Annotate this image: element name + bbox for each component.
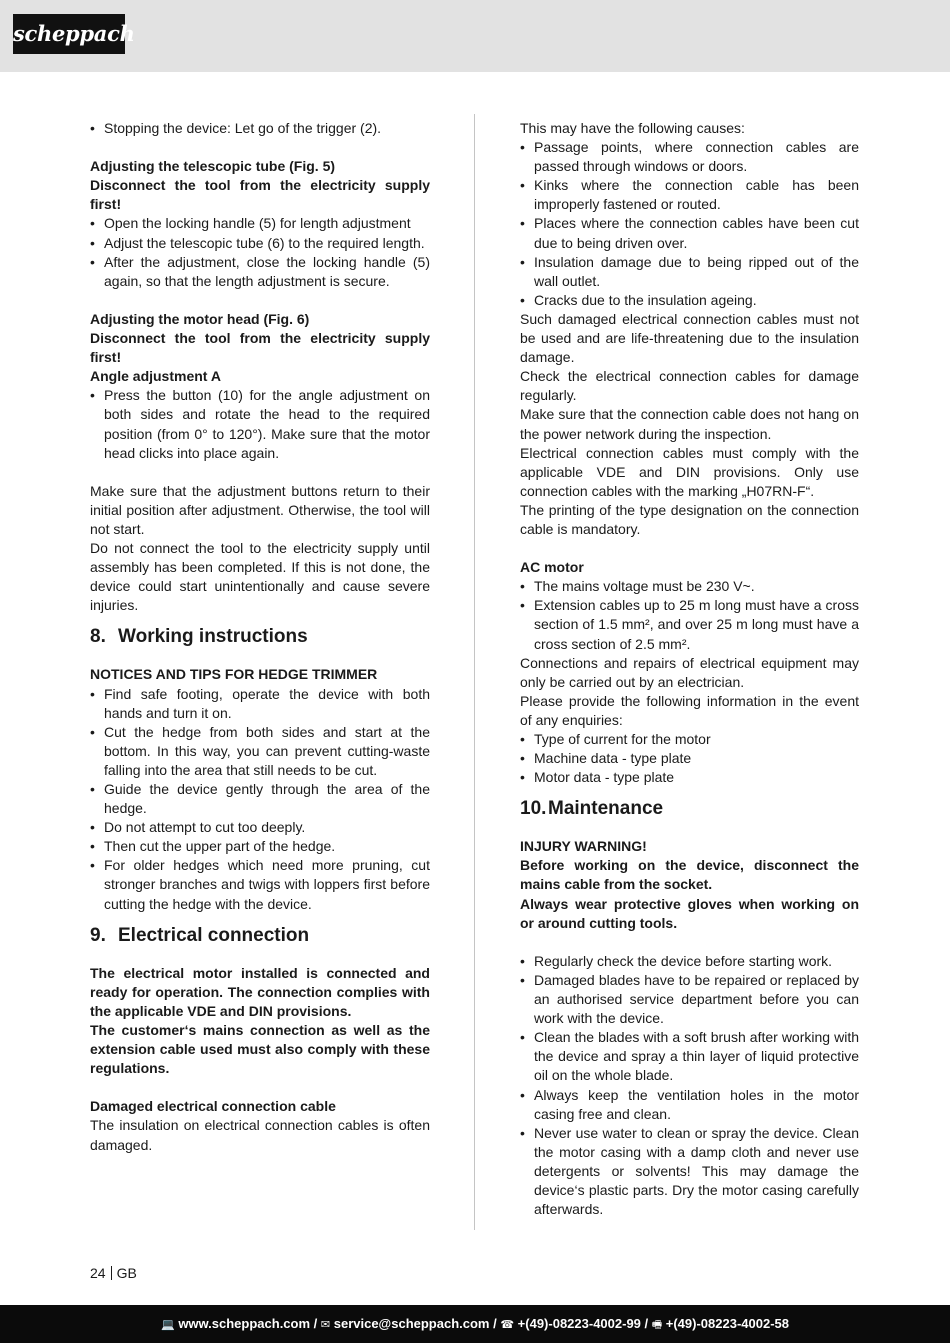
list-item: • Then cut the upper part of the hedge. bbox=[90, 837, 430, 856]
section-title: Electrical connection bbox=[118, 924, 310, 946]
cable-paragraph: Check the electrical connection cables for damage regularly. bbox=[520, 368, 859, 404]
list-item: • The mains voltage must be 230 V~. bbox=[520, 577, 859, 596]
header-band bbox=[0, 0, 950, 72]
footer-fax: +(49)-08223-4002-58 bbox=[665, 1316, 789, 1331]
section-9-heading bbox=[90, 924, 430, 948]
telescopic-list bbox=[90, 214, 430, 290]
injury-warning-text: Before working on the device, disconnect the mains cable from the socket. bbox=[520, 857, 859, 893]
list-item: • Adjust the telescopic tube (6) to the required length. bbox=[90, 234, 430, 253]
list-item: • Regularly check the device before starting work. bbox=[520, 952, 859, 971]
angle-paragraph: Make sure that the adjustment buttons return to their initial position after adjustment. Otherwise, the tool will not start. bbox=[90, 482, 430, 537]
ac-motor-list bbox=[520, 577, 859, 653]
list-item: • Never use water to clean or spray the device. Clean the motor casing with a damp cloth and never use detergents or solvents! This may damage the device‘s plastic parts. Dry the motor casing carefully afterwards. bbox=[520, 1124, 859, 1219]
scheppach-logo: scheppach bbox=[13, 14, 125, 54]
section-title: Maintenance bbox=[548, 798, 664, 820]
section-10-heading bbox=[520, 797, 859, 821]
page-language: GB bbox=[116, 1265, 137, 1281]
page-separator bbox=[111, 1266, 112, 1280]
causes-intro: This may have the following causes: bbox=[520, 120, 745, 136]
telescopic-warning: Disconnect the tool from the electricity supply first! bbox=[90, 177, 430, 213]
list-item: • Stopping the device: Let go of the trigger (2). bbox=[90, 119, 430, 138]
injury-warning-heading: INJURY WARNING! bbox=[520, 838, 647, 855]
list-item: • Kinks where the connection cable has been improperly fastened or routed. bbox=[520, 176, 859, 214]
list-item: • Always keep the ventilation holes in the motor casing free and clean. bbox=[520, 1086, 859, 1124]
list-item: • Do not attempt to cut too deeply. bbox=[90, 818, 430, 837]
stop-list bbox=[90, 119, 430, 138]
angle-heading: Angle adjustment A bbox=[90, 368, 221, 385]
phone-icon: ☎ bbox=[500, 1318, 515, 1331]
fax-icon: 🖷 bbox=[651, 1318, 663, 1331]
list-item: • Open the locking handle (5) for length adjustment bbox=[90, 214, 430, 233]
notices-list bbox=[90, 685, 430, 914]
motor-head-warning: Disconnect the tool from the electricity supply first! bbox=[90, 330, 430, 366]
motor-head-heading: Adjusting the motor head (Fig. 6) bbox=[90, 310, 310, 327]
damaged-cable-paragraph: The insulation on electrical connection cables is often damaged. bbox=[90, 1117, 430, 1153]
list-item: • Clean the blades with a soft brush after working with the device and spray a thin layer of liquid protective oil on the whole blade. bbox=[520, 1028, 859, 1085]
page-number bbox=[90, 1265, 137, 1281]
list-item: • Machine data - type plate bbox=[520, 749, 859, 768]
section-8-heading bbox=[90, 625, 430, 649]
section-number: 10. bbox=[520, 798, 547, 820]
section-number: 9. bbox=[90, 924, 106, 946]
telescopic-heading: Adjusting the telescopic tube (Fig. 5) bbox=[90, 158, 336, 175]
list-item: • For older hedges which need more pruning, cut stronger branches and twigs with loppers first before cutting the hedge with the device. bbox=[90, 856, 430, 913]
section-number: 8. bbox=[90, 626, 106, 648]
notices-heading: NOTICES AND TIPS FOR HEDGE TRIMMER bbox=[90, 666, 378, 683]
causes-list bbox=[520, 138, 859, 310]
list-item: • Press the button (10) for the angle adjustment on both sides and rotate the head to the required position (from 0° to 120°). Make sure that the motor head clicks into place again. bbox=[90, 386, 430, 462]
list-item: • Motor data - type plate bbox=[520, 768, 859, 787]
footer-phone: +(49)-08223-4002-99 / bbox=[517, 1316, 649, 1331]
list-item: • Places where the connection cables have been cut due to being driven over. bbox=[520, 214, 859, 252]
gloves-warning-text: Always wear protective gloves when working on or around cutting tools. bbox=[520, 895, 859, 931]
list-item: • Insulation damage due to being ripped out of the wall outlet. bbox=[520, 253, 859, 291]
footer-band bbox=[0, 1305, 950, 1343]
list-item: • After the adjustment, close the locking handle (5) again, so that the length adjustment is secure. bbox=[90, 253, 430, 291]
maintenance-list bbox=[520, 952, 859, 1219]
page-number-value: 24 bbox=[90, 1265, 106, 1281]
mail-icon: ✉ bbox=[320, 1318, 331, 1331]
electrical-bold-paragraph: The electrical motor installed is connected and ready for operation. The connection complies with the applicable VDE and DIN provisions. bbox=[90, 964, 430, 1019]
list-item: • Passage points, where connection cables are passed through windows or doors. bbox=[520, 138, 859, 176]
computer-icon: 💻 bbox=[160, 1318, 175, 1331]
list-item: • Cut the hedge from both sides and start at the bottom. In this way, you can prevent cutting-waste falling into the area that still needs to be cut. bbox=[90, 723, 430, 780]
electrical-bold-paragraph-2: The customer‘s mains connection as well as the extension cable used must also comply with these regulations. bbox=[90, 1021, 430, 1077]
info-list bbox=[520, 730, 859, 787]
right-column bbox=[520, 119, 859, 1219]
left-column bbox=[90, 119, 430, 1155]
footer-contact bbox=[0, 1305, 950, 1344]
footer-web[interactable]: www.scheppach.com / bbox=[178, 1316, 318, 1331]
section-title: Working instructions bbox=[118, 626, 308, 648]
ac-paragraph: Please provide the following information in the event of any enquiries: bbox=[520, 692, 859, 728]
list-item: • Damaged blades have to be repaired or replaced by an authorised service department before you can work with the device. bbox=[520, 971, 859, 1028]
cable-paragraph: Electrical connection cables must comply with the applicable VDE and DIN provisions. Only use connection cables with the marking „H07RN-F“. bbox=[520, 444, 859, 499]
list-item: • Type of current for the motor bbox=[520, 730, 859, 749]
list-item: • Extension cables up to 25 m long must have a cross section of 1.5 mm², and over 25 m long must have a cross section of 2.5 mm². bbox=[520, 596, 859, 653]
ac-paragraph: Connections and repairs of electrical equipment may only be carried out by an electrician. bbox=[520, 654, 859, 690]
list-item: • Find safe footing, operate the device with both hands and turn it on. bbox=[90, 685, 430, 723]
column-divider bbox=[474, 114, 475, 1230]
angle-list bbox=[90, 386, 430, 462]
cable-paragraph: Such damaged electrical connection cables must not be used and are life-threatening due to the insulation damage. bbox=[520, 310, 859, 366]
list-item: • Cracks due to the insulation ageing. bbox=[520, 291, 859, 310]
cable-paragraph: Make sure that the connection cable does not hang on the power network during the inspection. bbox=[520, 406, 859, 442]
damaged-cable-heading: Damaged electrical connection cable bbox=[90, 1098, 336, 1115]
list-item: • Guide the device gently through the area of the hedge. bbox=[90, 780, 430, 818]
assembly-paragraph: Do not connect the tool to the electricity supply until assembly has been completed. If this is not done, the device could start unintentionally and cause severe injuries. bbox=[90, 540, 430, 614]
footer-email[interactable]: service@scheppach.com / bbox=[333, 1316, 497, 1331]
cable-paragraph: The printing of the type designation on the connection cable is mandatory. bbox=[520, 501, 859, 537]
ac-motor-heading: AC motor bbox=[520, 559, 584, 576]
